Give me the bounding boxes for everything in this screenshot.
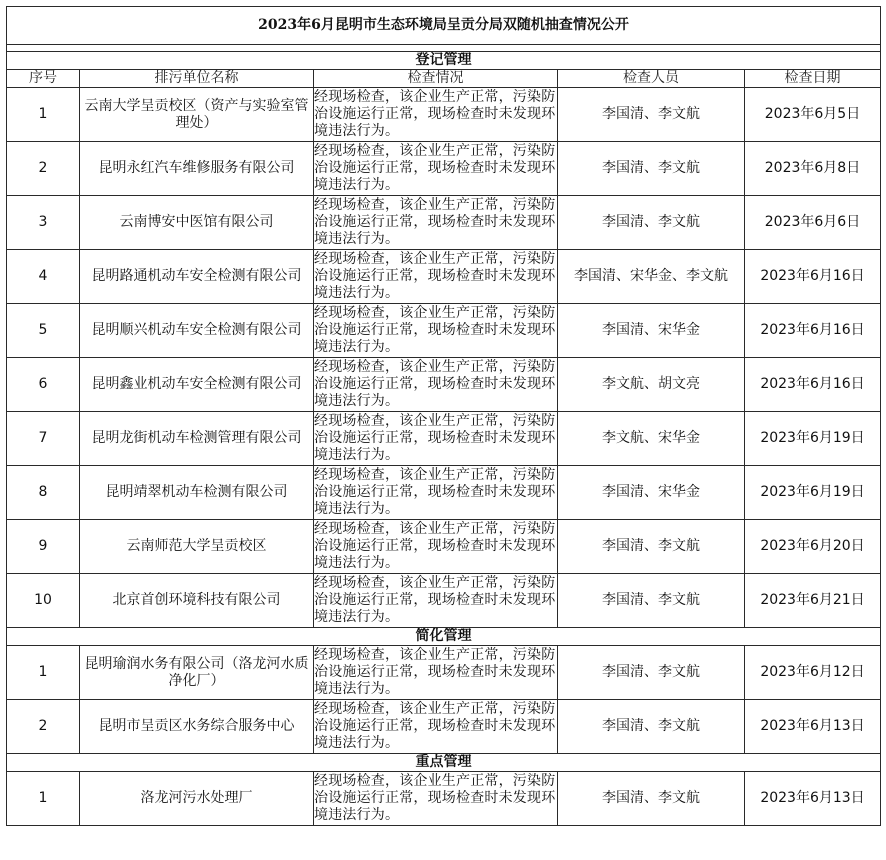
row-number-cell: 2 bbox=[7, 700, 80, 754]
unit-name-cell: 昆明永红汽车维修服务有限公司 bbox=[80, 142, 314, 196]
inspector-cell: 李国清、宋华金、李文航 bbox=[558, 250, 745, 304]
inspection-date-cell: 2023年6月13日 bbox=[745, 700, 881, 754]
section-row bbox=[7, 628, 881, 646]
unit-name-cell: 昆明市呈贡区水务综合服务中心 bbox=[80, 700, 314, 754]
title-row bbox=[7, 7, 881, 45]
inspection-date-cell: 2023年6月5日 bbox=[745, 88, 881, 142]
inspection-date-cell: 2023年6月21日 bbox=[745, 574, 881, 628]
row-number-cell: 10 bbox=[7, 574, 80, 628]
spacer-cell bbox=[7, 45, 881, 52]
table-row bbox=[7, 520, 881, 574]
inspection-result-cell: 经现场检查，该企业生产正常，污染防治设施运行正常，现场检查时未发现环境违法行为。 bbox=[314, 772, 558, 826]
unit-name-cell: 昆明顺兴机动车安全检测有限公司 bbox=[80, 304, 314, 358]
inspection-result-cell: 经现场检查，该企业生产正常，污染防治设施运行正常，现场检查时未发现环境违法行为。 bbox=[314, 304, 558, 358]
inspector-cell: 李国清、李文航 bbox=[558, 574, 745, 628]
inspector-cell: 李文航、宋华金 bbox=[558, 412, 745, 466]
table-row bbox=[7, 88, 881, 142]
table-row bbox=[7, 358, 881, 412]
table-row bbox=[7, 304, 881, 358]
inspection-result-cell: 经现场检查，该企业生产正常，污染防治设施运行正常，现场检查时未发现环境违法行为。 bbox=[314, 574, 558, 628]
unit-name-cell: 云南大学呈贡校区（资产与实验室管理处） bbox=[80, 88, 314, 142]
inspection-result-cell: 经现场检查，该企业生产正常，污染防治设施运行正常，现场检查时未发现环境违法行为。 bbox=[314, 700, 558, 754]
header-result: 检查情况 bbox=[314, 70, 558, 88]
inspection-date-cell: 2023年6月19日 bbox=[745, 466, 881, 520]
table-row bbox=[7, 196, 881, 250]
inspector-cell: 李国清、宋华金 bbox=[558, 304, 745, 358]
inspector-cell: 李国清、李文航 bbox=[558, 88, 745, 142]
row-number-cell: 2 bbox=[7, 142, 80, 196]
table-row bbox=[7, 466, 881, 520]
inspector-cell: 李文航、胡文亮 bbox=[558, 358, 745, 412]
inspection-result-cell: 经现场检查，该企业生产正常，污染防治设施运行正常，现场检查时未发现环境违法行为。 bbox=[314, 88, 558, 142]
unit-name-cell: 云南博安中医馆有限公司 bbox=[80, 196, 314, 250]
section-title: 简化管理 bbox=[7, 628, 881, 646]
row-number-cell: 9 bbox=[7, 520, 80, 574]
section-row bbox=[7, 52, 881, 70]
unit-name-cell: 昆明靖翠机动车检测有限公司 bbox=[80, 466, 314, 520]
inspection-result-cell: 经现场检查，该企业生产正常，污染防治设施运行正常，现场检查时未发现环境违法行为。 bbox=[314, 358, 558, 412]
inspection-result-cell: 经现场检查，该企业生产正常，污染防治设施运行正常，现场检查时未发现环境违法行为。 bbox=[314, 196, 558, 250]
unit-name-cell: 洛龙河污水处理厂 bbox=[80, 772, 314, 826]
row-number-cell: 6 bbox=[7, 358, 80, 412]
header-row bbox=[7, 70, 881, 88]
section-title: 登记管理 bbox=[7, 52, 881, 70]
section-title: 重点管理 bbox=[7, 754, 881, 772]
header-number: 序号 bbox=[7, 70, 80, 88]
inspection-result-cell: 经现场检查，该企业生产正常，污染防治设施运行正常，现场检查时未发现环境违法行为。 bbox=[314, 412, 558, 466]
row-number-cell: 4 bbox=[7, 250, 80, 304]
header-date: 检查日期 bbox=[745, 70, 881, 88]
table-row bbox=[7, 250, 881, 304]
row-number-cell: 1 bbox=[7, 646, 80, 700]
header-inspectors: 检查人员 bbox=[558, 70, 745, 88]
unit-name-cell: 昆明鑫业机动车安全检测有限公司 bbox=[80, 358, 314, 412]
row-number-cell: 5 bbox=[7, 304, 80, 358]
inspector-cell: 李国清、李文航 bbox=[558, 700, 745, 754]
unit-name-cell: 云南师范大学呈贡校区 bbox=[80, 520, 314, 574]
inspector-cell: 李国清、李文航 bbox=[558, 772, 745, 826]
inspector-cell: 李国清、李文航 bbox=[558, 520, 745, 574]
inspection-date-cell: 2023年6月16日 bbox=[745, 304, 881, 358]
table-row bbox=[7, 646, 881, 700]
unit-name-cell: 昆明龙街机动车检测管理有限公司 bbox=[80, 412, 314, 466]
row-number-cell: 3 bbox=[7, 196, 80, 250]
inspection-date-cell: 2023年6月19日 bbox=[745, 412, 881, 466]
table-row bbox=[7, 574, 881, 628]
header-unit-name: 排污单位名称 bbox=[80, 70, 314, 88]
table-row bbox=[7, 772, 881, 826]
row-number-cell: 1 bbox=[7, 772, 80, 826]
inspection-date-cell: 2023年6月8日 bbox=[745, 142, 881, 196]
inspection-table bbox=[6, 6, 881, 826]
inspector-cell: 李国清、李文航 bbox=[558, 646, 745, 700]
inspection-date-cell: 2023年6月20日 bbox=[745, 520, 881, 574]
inspector-cell: 李国清、李文航 bbox=[558, 142, 745, 196]
section-row bbox=[7, 754, 881, 772]
unit-name-cell: 北京首创环境科技有限公司 bbox=[80, 574, 314, 628]
row-number-cell: 7 bbox=[7, 412, 80, 466]
unit-name-cell: 昆明路通机动车安全检测有限公司 bbox=[80, 250, 314, 304]
inspection-date-cell: 2023年6月6日 bbox=[745, 196, 881, 250]
inspection-date-cell: 2023年6月16日 bbox=[745, 250, 881, 304]
inspection-date-cell: 2023年6月13日 bbox=[745, 772, 881, 826]
inspection-result-cell: 经现场检查，该企业生产正常，污染防治设施运行正常，现场检查时未发现环境违法行为。 bbox=[314, 250, 558, 304]
page-title: 2023年6月昆明市生态环境局呈贡分局双随机抽查情况公开 bbox=[7, 7, 881, 45]
inspection-date-cell: 2023年6月12日 bbox=[745, 646, 881, 700]
table-row bbox=[7, 142, 881, 196]
row-number-cell: 1 bbox=[7, 88, 80, 142]
inspection-date-cell: 2023年6月16日 bbox=[745, 358, 881, 412]
table-row bbox=[7, 412, 881, 466]
inspector-cell: 李国清、李文航 bbox=[558, 196, 745, 250]
inspection-result-cell: 经现场检查，该企业生产正常，污染防治设施运行正常，现场检查时未发现环境违法行为。 bbox=[314, 646, 558, 700]
inspection-result-cell: 经现场检查，该企业生产正常，污染防治设施运行正常，现场检查时未发现环境违法行为。 bbox=[314, 142, 558, 196]
inspection-result-cell: 经现场检查，该企业生产正常，污染防治设施运行正常，现场检查时未发现环境违法行为。 bbox=[314, 466, 558, 520]
table-row bbox=[7, 700, 881, 754]
inspector-cell: 李国清、宋华金 bbox=[558, 466, 745, 520]
row-number-cell: 8 bbox=[7, 466, 80, 520]
inspection-result-cell: 经现场检查，该企业生产正常，污染防治设施运行正常，现场检查时未发现环境违法行为。 bbox=[314, 520, 558, 574]
unit-name-cell: 昆明瑜润水务有限公司（洛龙河水质净化厂） bbox=[80, 646, 314, 700]
spacer-row bbox=[7, 45, 881, 52]
